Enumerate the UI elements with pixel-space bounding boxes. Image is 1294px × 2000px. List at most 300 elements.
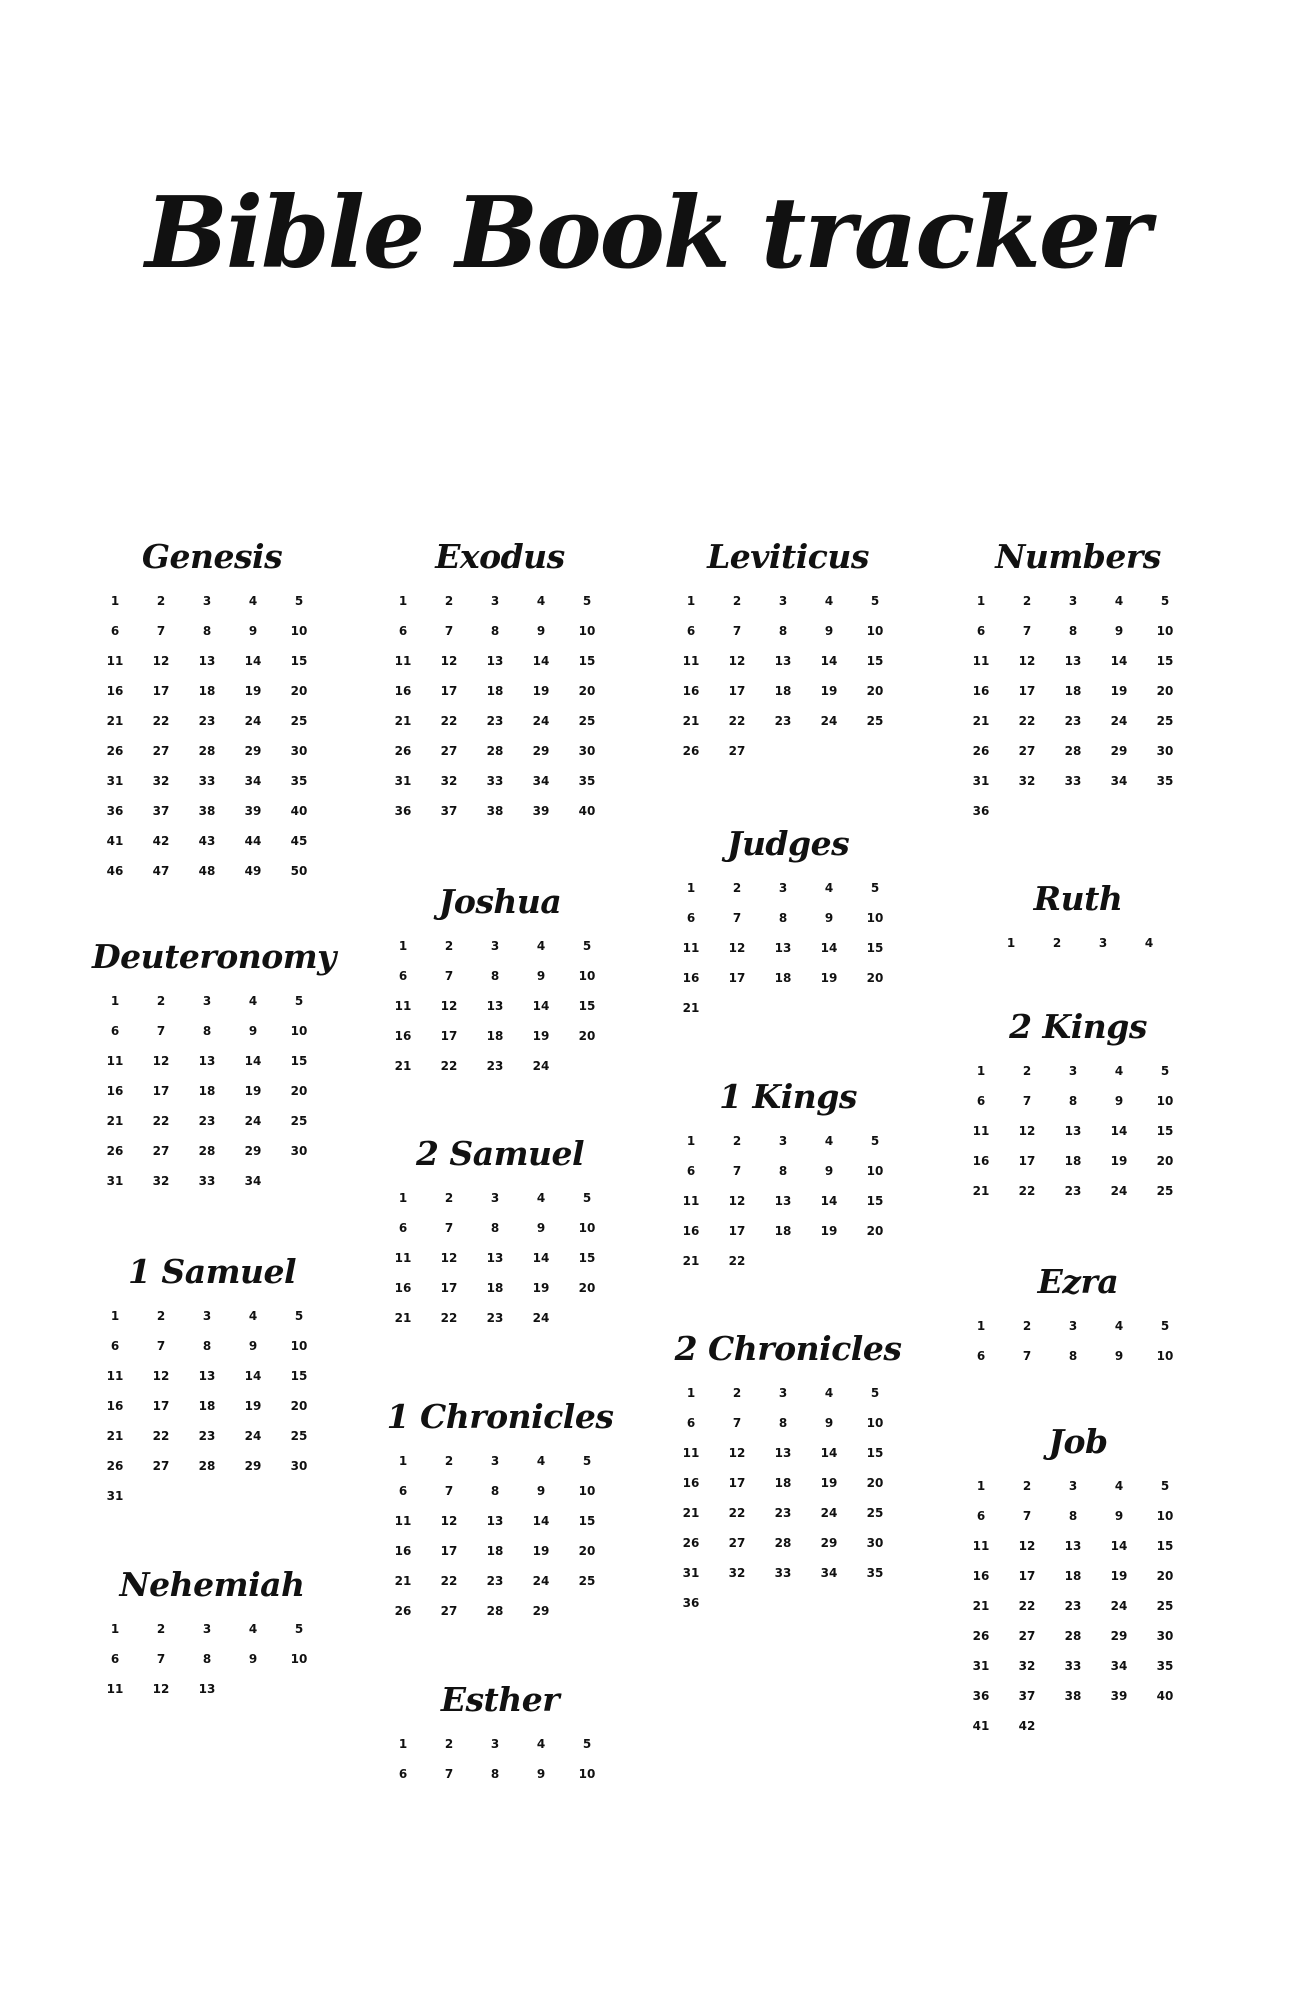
- chapter-8[interactable]: 8: [490, 1221, 500, 1235]
- chapter-18[interactable]: 18: [774, 971, 792, 985]
- chapter-17[interactable]: 17: [728, 1476, 746, 1490]
- chapter-11[interactable]: 11: [394, 1514, 412, 1528]
- chapter-8[interactable]: 8: [490, 969, 500, 983]
- chapter-19[interactable]: 19: [820, 971, 838, 985]
- chapter-7[interactable]: 7: [444, 1221, 454, 1235]
- chapter-14[interactable]: 14: [820, 1194, 838, 1208]
- chapter-30[interactable]: 30: [1156, 744, 1174, 758]
- chapter-27[interactable]: 27: [728, 744, 746, 758]
- chapter-16[interactable]: 16: [682, 971, 700, 985]
- chapter-29[interactable]: 29: [1110, 744, 1128, 758]
- chapter-4[interactable]: 4: [824, 1134, 834, 1148]
- chapter-14[interactable]: 14: [244, 654, 262, 668]
- chapter-4[interactable]: 4: [1114, 1479, 1124, 1493]
- chapter-17[interactable]: 17: [440, 1029, 458, 1043]
- chapter-10[interactable]: 10: [866, 1164, 884, 1178]
- chapter-12[interactable]: 12: [440, 1251, 458, 1265]
- chapter-6[interactable]: 6: [976, 1094, 986, 1108]
- chapter-3[interactable]: 3: [1068, 1064, 1078, 1078]
- chapter-22[interactable]: 22: [440, 1059, 458, 1073]
- chapter-20[interactable]: 20: [866, 1224, 884, 1238]
- chapter-21[interactable]: 21: [394, 1574, 412, 1588]
- chapter-9[interactable]: 9: [536, 1221, 546, 1235]
- chapter-24[interactable]: 24: [244, 1114, 262, 1128]
- chapter-10[interactable]: 10: [866, 1416, 884, 1430]
- chapter-6[interactable]: 6: [686, 911, 696, 925]
- chapter-20[interactable]: 20: [866, 684, 884, 698]
- chapter-33[interactable]: 33: [198, 1174, 216, 1188]
- chapter-7[interactable]: 7: [732, 911, 742, 925]
- chapter-24[interactable]: 24: [532, 714, 550, 728]
- chapter-12[interactable]: 12: [728, 1446, 746, 1460]
- chapter-12[interactable]: 12: [1018, 654, 1036, 668]
- chapter-21[interactable]: 21: [394, 1059, 412, 1073]
- chapter-16[interactable]: 16: [972, 684, 990, 698]
- chapter-33[interactable]: 33: [486, 774, 504, 788]
- chapter-19[interactable]: 19: [532, 1281, 550, 1295]
- chapter-6[interactable]: 6: [398, 1767, 408, 1781]
- chapter-25[interactable]: 25: [1156, 1599, 1174, 1613]
- chapter-7[interactable]: 7: [1022, 1509, 1032, 1523]
- chapter-28[interactable]: 28: [486, 744, 504, 758]
- chapter-16[interactable]: 16: [394, 684, 412, 698]
- chapter-8[interactable]: 8: [778, 911, 788, 925]
- chapter-15[interactable]: 15: [866, 1194, 884, 1208]
- chapter-17[interactable]: 17: [440, 1544, 458, 1558]
- chapter-15[interactable]: 15: [1156, 1124, 1174, 1138]
- chapter-13[interactable]: 13: [198, 1682, 216, 1696]
- chapter-32[interactable]: 32: [152, 774, 170, 788]
- chapter-9[interactable]: 9: [536, 1767, 546, 1781]
- chapter-25[interactable]: 25: [290, 1429, 308, 1443]
- chapter-21[interactable]: 21: [394, 1311, 412, 1325]
- chapter-6[interactable]: 6: [976, 1509, 986, 1523]
- chapter-16[interactable]: 16: [106, 1084, 124, 1098]
- chapter-25[interactable]: 25: [578, 1574, 596, 1588]
- chapter-20[interactable]: 20: [290, 684, 308, 698]
- chapter-6[interactable]: 6: [686, 624, 696, 638]
- chapter-12[interactable]: 12: [152, 654, 170, 668]
- chapter-11[interactable]: 11: [106, 1054, 124, 1068]
- chapter-19[interactable]: 19: [1110, 1569, 1128, 1583]
- chapter-9[interactable]: 9: [248, 1652, 258, 1666]
- chapter-6[interactable]: 6: [398, 1221, 408, 1235]
- chapter-9[interactable]: 9: [824, 1164, 834, 1178]
- chapter-3[interactable]: 3: [778, 1386, 788, 1400]
- chapter-17[interactable]: 17: [1018, 1154, 1036, 1168]
- chapter-11[interactable]: 11: [972, 1124, 990, 1138]
- chapter-2[interactable]: 2: [1022, 1479, 1032, 1493]
- chapter-40[interactable]: 40: [1156, 1689, 1174, 1703]
- chapter-36[interactable]: 36: [682, 1596, 700, 1610]
- chapter-11[interactable]: 11: [682, 654, 700, 668]
- chapter-23[interactable]: 23: [198, 1429, 216, 1443]
- chapter-16[interactable]: 16: [972, 1154, 990, 1168]
- chapter-10[interactable]: 10: [1156, 1509, 1174, 1523]
- chapter-30[interactable]: 30: [578, 744, 596, 758]
- chapter-31[interactable]: 31: [972, 774, 990, 788]
- chapter-35[interactable]: 35: [1156, 774, 1174, 788]
- chapter-16[interactable]: 16: [394, 1281, 412, 1295]
- chapter-28[interactable]: 28: [198, 1459, 216, 1473]
- chapter-24[interactable]: 24: [1110, 714, 1128, 728]
- chapter-5[interactable]: 5: [1160, 594, 1170, 608]
- chapter-15[interactable]: 15: [866, 1446, 884, 1460]
- chapter-18[interactable]: 18: [1064, 1569, 1082, 1583]
- chapter-10[interactable]: 10: [290, 1024, 308, 1038]
- chapter-33[interactable]: 33: [1064, 1659, 1082, 1673]
- chapter-18[interactable]: 18: [198, 684, 216, 698]
- chapter-19[interactable]: 19: [244, 684, 262, 698]
- chapter-12[interactable]: 12: [1018, 1124, 1036, 1138]
- chapter-2[interactable]: 2: [732, 1134, 742, 1148]
- chapter-24[interactable]: 24: [244, 1429, 262, 1443]
- chapter-19[interactable]: 19: [820, 684, 838, 698]
- chapter-29[interactable]: 29: [820, 1536, 838, 1550]
- chapter-37[interactable]: 37: [152, 804, 170, 818]
- chapter-27[interactable]: 27: [152, 1459, 170, 1473]
- chapter-25[interactable]: 25: [866, 714, 884, 728]
- chapter-14[interactable]: 14: [532, 999, 550, 1013]
- chapter-17[interactable]: 17: [440, 1281, 458, 1295]
- chapter-25[interactable]: 25: [1156, 714, 1174, 728]
- chapter-26[interactable]: 26: [682, 744, 700, 758]
- chapter-18[interactable]: 18: [486, 1281, 504, 1295]
- chapter-5[interactable]: 5: [582, 594, 592, 608]
- chapter-7[interactable]: 7: [732, 624, 742, 638]
- chapter-3[interactable]: 3: [778, 881, 788, 895]
- chapter-3[interactable]: 3: [490, 1191, 500, 1205]
- chapter-16[interactable]: 16: [106, 684, 124, 698]
- chapter-14[interactable]: 14: [820, 1446, 838, 1460]
- chapter-41[interactable]: 41: [972, 1719, 990, 1733]
- chapter-33[interactable]: 33: [1064, 774, 1082, 788]
- chapter-21[interactable]: 21: [682, 1001, 700, 1015]
- chapter-14[interactable]: 14: [1110, 1124, 1128, 1138]
- chapter-13[interactable]: 13: [486, 1514, 504, 1528]
- chapter-9[interactable]: 9: [1114, 1349, 1124, 1363]
- chapter-42[interactable]: 42: [152, 834, 170, 848]
- chapter-11[interactable]: 11: [972, 654, 990, 668]
- chapter-15[interactable]: 15: [578, 654, 596, 668]
- chapter-12[interactable]: 12: [728, 941, 746, 955]
- chapter-22[interactable]: 22: [1018, 714, 1036, 728]
- chapter-10[interactable]: 10: [290, 1339, 308, 1353]
- chapter-9[interactable]: 9: [248, 624, 258, 638]
- chapter-32[interactable]: 32: [440, 774, 458, 788]
- chapter-24[interactable]: 24: [820, 1506, 838, 1520]
- chapter-11[interactable]: 11: [682, 1446, 700, 1460]
- chapter-35[interactable]: 35: [866, 1566, 884, 1580]
- chapter-19[interactable]: 19: [244, 1399, 262, 1413]
- chapter-34[interactable]: 34: [820, 1566, 838, 1580]
- chapter-11[interactable]: 11: [972, 1539, 990, 1553]
- chapter-1[interactable]: 1: [398, 1191, 408, 1205]
- chapter-25[interactable]: 25: [1156, 1184, 1174, 1198]
- chapter-27[interactable]: 27: [728, 1536, 746, 1550]
- chapter-8[interactable]: 8: [202, 1024, 212, 1038]
- chapter-13[interactable]: 13: [486, 654, 504, 668]
- chapter-4[interactable]: 4: [248, 1622, 258, 1636]
- chapter-23[interactable]: 23: [486, 1311, 504, 1325]
- chapter-1[interactable]: 1: [110, 1622, 120, 1636]
- chapter-14[interactable]: 14: [820, 654, 838, 668]
- chapter-31[interactable]: 31: [972, 1659, 990, 1673]
- chapter-39[interactable]: 39: [244, 804, 262, 818]
- chapter-3[interactable]: 3: [490, 594, 500, 608]
- chapter-18[interactable]: 18: [198, 1084, 216, 1098]
- chapter-24[interactable]: 24: [532, 1574, 550, 1588]
- chapter-8[interactable]: 8: [490, 1767, 500, 1781]
- chapter-23[interactable]: 23: [1064, 714, 1082, 728]
- chapter-3[interactable]: 3: [490, 1454, 500, 1468]
- chapter-14[interactable]: 14: [820, 941, 838, 955]
- chapter-20[interactable]: 20: [1156, 684, 1174, 698]
- chapter-30[interactable]: 30: [290, 1144, 308, 1158]
- chapter-15[interactable]: 15: [290, 654, 308, 668]
- chapter-3[interactable]: 3: [202, 594, 212, 608]
- chapter-8[interactable]: 8: [490, 624, 500, 638]
- chapter-7[interactable]: 7: [444, 1484, 454, 1498]
- chapter-22[interactable]: 22: [440, 1574, 458, 1588]
- chapter-22[interactable]: 22: [1018, 1599, 1036, 1613]
- chapter-4[interactable]: 4: [536, 939, 546, 953]
- chapter-24[interactable]: 24: [532, 1311, 550, 1325]
- chapter-7[interactable]: 7: [156, 624, 166, 638]
- chapter-27[interactable]: 27: [152, 744, 170, 758]
- chapter-20[interactable]: 20: [290, 1399, 308, 1413]
- chapter-9[interactable]: 9: [1114, 1094, 1124, 1108]
- chapter-19[interactable]: 19: [244, 1084, 262, 1098]
- chapter-4[interactable]: 4: [536, 1737, 546, 1751]
- chapter-15[interactable]: 15: [290, 1369, 308, 1383]
- chapter-49[interactable]: 49: [244, 864, 262, 878]
- chapter-25[interactable]: 25: [866, 1506, 884, 1520]
- chapter-13[interactable]: 13: [198, 1369, 216, 1383]
- chapter-28[interactable]: 28: [774, 1536, 792, 1550]
- chapter-4[interactable]: 4: [1114, 1319, 1124, 1333]
- chapter-20[interactable]: 20: [290, 1084, 308, 1098]
- chapter-15[interactable]: 15: [578, 1514, 596, 1528]
- chapter-1[interactable]: 1: [110, 1309, 120, 1323]
- chapter-17[interactable]: 17: [440, 684, 458, 698]
- chapter-43[interactable]: 43: [198, 834, 216, 848]
- chapter-5[interactable]: 5: [294, 994, 304, 1008]
- chapter-19[interactable]: 19: [532, 1544, 550, 1558]
- chapter-20[interactable]: 20: [578, 1029, 596, 1043]
- chapter-34[interactable]: 34: [1110, 774, 1128, 788]
- chapter-11[interactable]: 11: [682, 1194, 700, 1208]
- chapter-7[interactable]: 7: [156, 1024, 166, 1038]
- chapter-2[interactable]: 2: [732, 1386, 742, 1400]
- chapter-25[interactable]: 25: [290, 714, 308, 728]
- chapter-15[interactable]: 15: [1156, 654, 1174, 668]
- chapter-7[interactable]: 7: [1022, 1094, 1032, 1108]
- chapter-3[interactable]: 3: [490, 939, 500, 953]
- chapter-5[interactable]: 5: [582, 1737, 592, 1751]
- chapter-4[interactable]: 4: [1144, 936, 1154, 950]
- chapter-22[interactable]: 22: [152, 714, 170, 728]
- chapter-19[interactable]: 19: [532, 1029, 550, 1043]
- chapter-4[interactable]: 4: [536, 1454, 546, 1468]
- chapter-4[interactable]: 4: [248, 1309, 258, 1323]
- chapter-29[interactable]: 29: [532, 744, 550, 758]
- chapter-16[interactable]: 16: [682, 1224, 700, 1238]
- chapter-17[interactable]: 17: [728, 684, 746, 698]
- chapter-1[interactable]: 1: [398, 1737, 408, 1751]
- chapter-21[interactable]: 21: [106, 714, 124, 728]
- chapter-20[interactable]: 20: [1156, 1154, 1174, 1168]
- chapter-11[interactable]: 11: [106, 654, 124, 668]
- chapter-3[interactable]: 3: [778, 594, 788, 608]
- chapter-12[interactable]: 12: [440, 654, 458, 668]
- chapter-21[interactable]: 21: [682, 714, 700, 728]
- chapter-28[interactable]: 28: [1064, 1629, 1082, 1643]
- chapter-34[interactable]: 34: [244, 1174, 262, 1188]
- chapter-17[interactable]: 17: [1018, 1569, 1036, 1583]
- chapter-36[interactable]: 36: [394, 804, 412, 818]
- chapter-17[interactable]: 17: [728, 1224, 746, 1238]
- chapter-16[interactable]: 16: [394, 1544, 412, 1558]
- chapter-17[interactable]: 17: [1018, 684, 1036, 698]
- chapter-35[interactable]: 35: [578, 774, 596, 788]
- chapter-20[interactable]: 20: [578, 1281, 596, 1295]
- chapter-28[interactable]: 28: [198, 1144, 216, 1158]
- chapter-21[interactable]: 21: [972, 714, 990, 728]
- chapter-1[interactable]: 1: [398, 939, 408, 953]
- chapter-5[interactable]: 5: [1160, 1479, 1170, 1493]
- chapter-18[interactable]: 18: [1064, 684, 1082, 698]
- chapter-23[interactable]: 23: [198, 1114, 216, 1128]
- chapter-26[interactable]: 26: [106, 1144, 124, 1158]
- chapter-50[interactable]: 50: [290, 864, 308, 878]
- chapter-8[interactable]: 8: [1068, 1094, 1078, 1108]
- chapter-46[interactable]: 46: [106, 864, 124, 878]
- chapter-4[interactable]: 4: [248, 994, 258, 1008]
- chapter-2[interactable]: 2: [444, 939, 454, 953]
- chapter-8[interactable]: 8: [778, 1416, 788, 1430]
- chapter-1[interactable]: 1: [686, 1386, 696, 1400]
- chapter-14[interactable]: 14: [532, 1251, 550, 1265]
- chapter-11[interactable]: 11: [106, 1369, 124, 1383]
- chapter-22[interactable]: 22: [728, 714, 746, 728]
- chapter-27[interactable]: 27: [1018, 1629, 1036, 1643]
- chapter-5[interactable]: 5: [582, 939, 592, 953]
- chapter-6[interactable]: 6: [398, 1484, 408, 1498]
- chapter-26[interactable]: 26: [394, 744, 412, 758]
- chapter-31[interactable]: 31: [682, 1566, 700, 1580]
- chapter-8[interactable]: 8: [1068, 1509, 1078, 1523]
- chapter-2[interactable]: 2: [156, 1309, 166, 1323]
- chapter-9[interactable]: 9: [824, 1416, 834, 1430]
- chapter-22[interactable]: 22: [1018, 1184, 1036, 1198]
- chapter-9[interactable]: 9: [536, 1484, 546, 1498]
- chapter-8[interactable]: 8: [202, 1339, 212, 1353]
- chapter-17[interactable]: 17: [152, 684, 170, 698]
- chapter-39[interactable]: 39: [532, 804, 550, 818]
- chapter-24[interactable]: 24: [532, 1059, 550, 1073]
- chapter-15[interactable]: 15: [290, 1054, 308, 1068]
- chapter-18[interactable]: 18: [486, 684, 504, 698]
- chapter-9[interactable]: 9: [1114, 624, 1124, 638]
- chapter-2[interactable]: 2: [732, 881, 742, 895]
- chapter-16[interactable]: 16: [394, 1029, 412, 1043]
- chapter-13[interactable]: 13: [774, 1194, 792, 1208]
- chapter-5[interactable]: 5: [1160, 1064, 1170, 1078]
- chapter-24[interactable]: 24: [1110, 1184, 1128, 1198]
- chapter-18[interactable]: 18: [774, 1224, 792, 1238]
- chapter-5[interactable]: 5: [870, 594, 880, 608]
- chapter-7[interactable]: 7: [444, 969, 454, 983]
- chapter-18[interactable]: 18: [1064, 1154, 1082, 1168]
- chapter-10[interactable]: 10: [578, 624, 596, 638]
- chapter-38[interactable]: 38: [1064, 1689, 1082, 1703]
- chapter-22[interactable]: 22: [440, 1311, 458, 1325]
- chapter-3[interactable]: 3: [1098, 936, 1108, 950]
- chapter-1[interactable]: 1: [976, 1064, 986, 1078]
- chapter-9[interactable]: 9: [824, 911, 834, 925]
- chapter-20[interactable]: 20: [578, 1544, 596, 1558]
- chapter-7[interactable]: 7: [444, 1767, 454, 1781]
- chapter-8[interactable]: 8: [202, 1652, 212, 1666]
- chapter-19[interactable]: 19: [820, 1224, 838, 1238]
- chapter-12[interactable]: 12: [152, 1682, 170, 1696]
- chapter-24[interactable]: 24: [820, 714, 838, 728]
- chapter-13[interactable]: 13: [486, 999, 504, 1013]
- chapter-6[interactable]: 6: [398, 969, 408, 983]
- chapter-2[interactable]: 2: [1052, 936, 1062, 950]
- chapter-32[interactable]: 32: [152, 1174, 170, 1188]
- chapter-6[interactable]: 6: [398, 624, 408, 638]
- chapter-6[interactable]: 6: [110, 1339, 120, 1353]
- chapter-4[interactable]: 4: [248, 594, 258, 608]
- chapter-12[interactable]: 12: [152, 1054, 170, 1068]
- chapter-21[interactable]: 21: [394, 714, 412, 728]
- chapter-26[interactable]: 26: [106, 744, 124, 758]
- chapter-3[interactable]: 3: [1068, 594, 1078, 608]
- chapter-12[interactable]: 12: [728, 654, 746, 668]
- chapter-5[interactable]: 5: [294, 1309, 304, 1323]
- chapter-31[interactable]: 31: [106, 1489, 124, 1503]
- chapter-11[interactable]: 11: [106, 1682, 124, 1696]
- chapter-11[interactable]: 11: [682, 941, 700, 955]
- chapter-8[interactable]: 8: [1068, 624, 1078, 638]
- chapter-8[interactable]: 8: [202, 624, 212, 638]
- chapter-24[interactable]: 24: [1110, 1599, 1128, 1613]
- chapter-9[interactable]: 9: [248, 1339, 258, 1353]
- chapter-7[interactable]: 7: [156, 1339, 166, 1353]
- chapter-6[interactable]: 6: [110, 1024, 120, 1038]
- chapter-2[interactable]: 2: [1022, 1064, 1032, 1078]
- chapter-6[interactable]: 6: [686, 1416, 696, 1430]
- chapter-3[interactable]: 3: [202, 994, 212, 1008]
- chapter-27[interactable]: 27: [440, 1604, 458, 1618]
- chapter-2[interactable]: 2: [444, 1737, 454, 1751]
- chapter-1[interactable]: 1: [976, 1319, 986, 1333]
- chapter-14[interactable]: 14: [244, 1369, 262, 1383]
- chapter-3[interactable]: 3: [490, 1737, 500, 1751]
- chapter-2[interactable]: 2: [156, 1622, 166, 1636]
- chapter-5[interactable]: 5: [294, 1622, 304, 1636]
- chapter-12[interactable]: 12: [440, 999, 458, 1013]
- chapter-16[interactable]: 16: [972, 1569, 990, 1583]
- chapter-28[interactable]: 28: [1064, 744, 1082, 758]
- chapter-17[interactable]: 17: [152, 1399, 170, 1413]
- chapter-42[interactable]: 42: [1018, 1719, 1036, 1733]
- chapter-29[interactable]: 29: [1110, 1629, 1128, 1643]
- chapter-20[interactable]: 20: [866, 1476, 884, 1490]
- chapter-26[interactable]: 26: [394, 1604, 412, 1618]
